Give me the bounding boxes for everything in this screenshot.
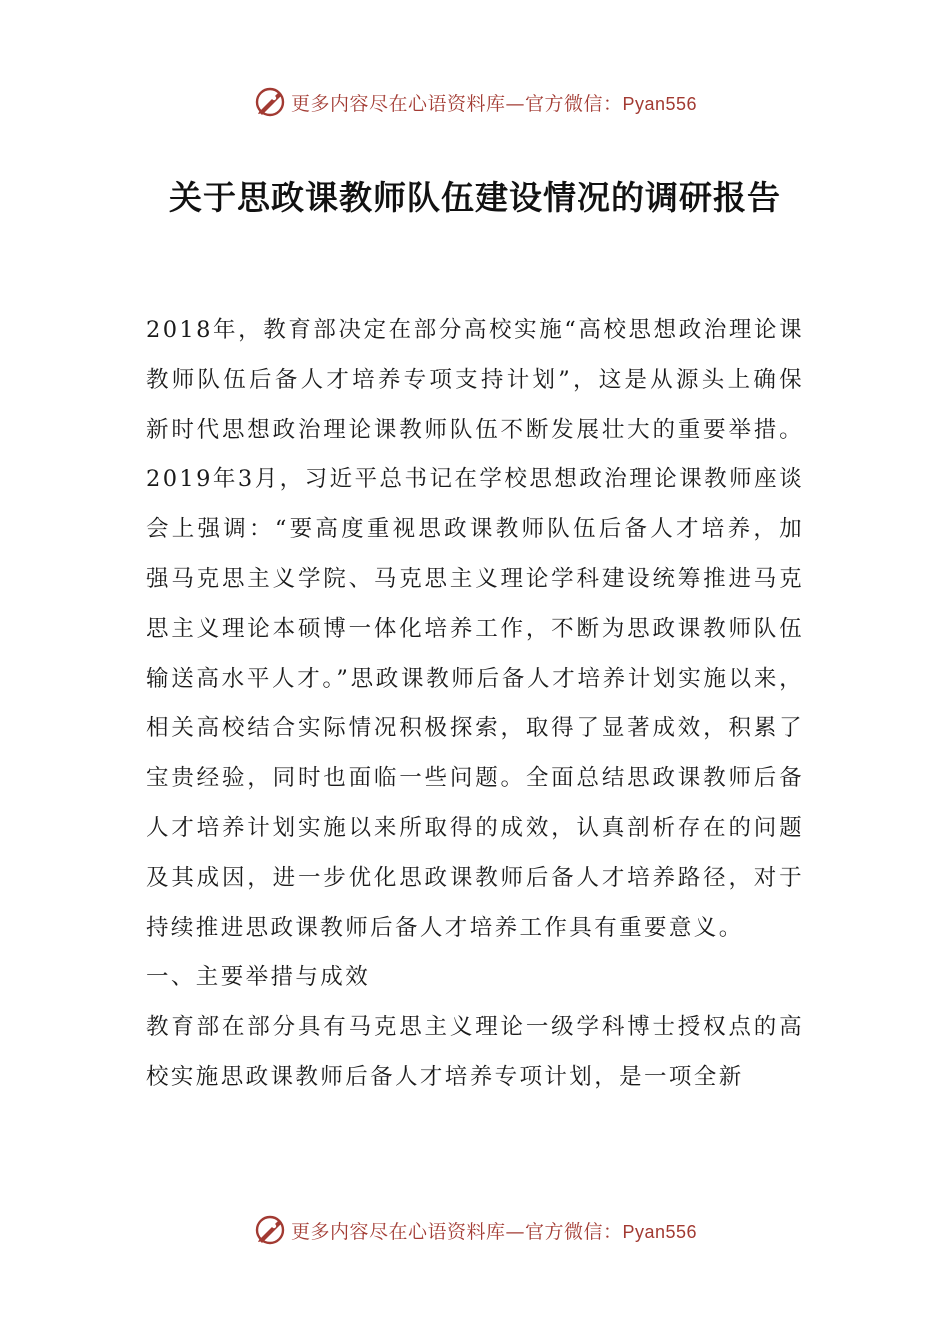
header-banner-text: 更多内容尽在心语资料库—官方微信：Pyan556 (290, 92, 698, 115)
paragraph-section-one: 教育部在部分具有马克思主义理论一级学科博士授权点的高校实施思政课教师后备人才培养专项计划，是一项全新 (146, 1014, 804, 1090)
paragraph-intro: 2018年，教育部决定在部分高校实施“高校思想政治理论课教师队伍后备人才培养专项支持计划”，这是从源头上确保新时代思想政治理论课教师队伍不断发展壮大的重要举措。2019年3月，习近平总书记在学校思想政治理论课教师座谈会上强调：“要高度重视思政课教师队伍后备人才培养，加强马克思主义学院、马克思主义理论学科建设统筹推进马克思主义理论本硕博一体化培养工作，不断为思政课教师队伍输送高水平人才。”思政课教师后备人才培养计划实施以来，相关高校结合实际情况积极探索，取得了显著成效，积累了宝贵经验，同时也面临一些问题。全面总结思政课教师后备人才培养计划实施以来所取得的成效，认真剖析存在的问题及其成因，进一步优化思政课教师后备人才培养路径，对于持续推进思政课教师后备人才培养工作具有重要意义。 (146, 317, 804, 941)
document-title: 关于思政课教师队伍建设情况的调研报告 (169, 178, 781, 217)
section-heading: 一、主要举措与成效 (146, 964, 371, 991)
header-wechat-id: Pyan556 (622, 93, 698, 114)
footer-banner-text: 更多内容尽在心语资料库—官方微信：Pyan556 (290, 1220, 698, 1243)
document-body (146, 306, 804, 1103)
pen-circle-icon (253, 85, 287, 119)
pen-circle-icon (253, 1213, 287, 1247)
footer-wechat-id: Pyan556 (622, 1221, 698, 1242)
footer-banner (0, 1210, 950, 1250)
header-banner (0, 82, 950, 122)
